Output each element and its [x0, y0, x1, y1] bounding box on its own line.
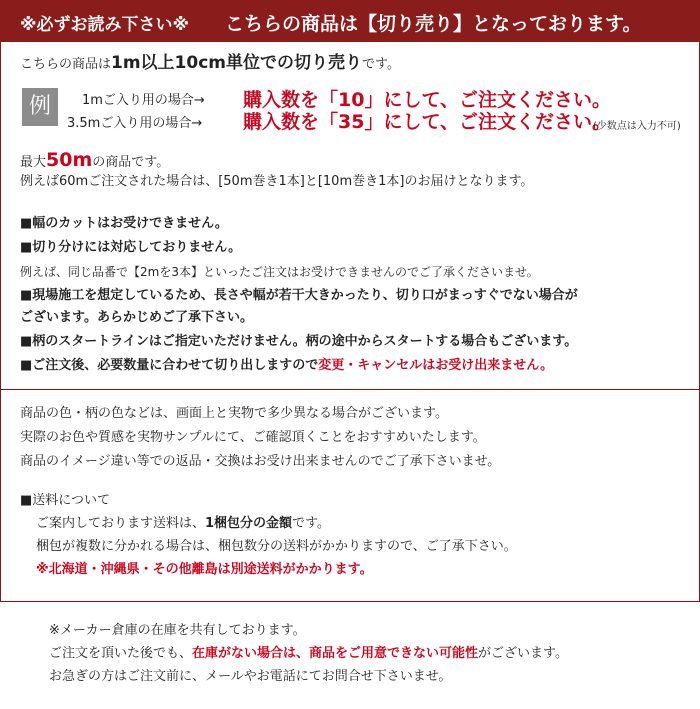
max-value: 50m	[46, 149, 93, 171]
intro-suffix: です。	[362, 57, 400, 72]
no-cancel-b: 変更・キャンセルはお受け出来ません。	[318, 358, 554, 373]
note-no-split: ■切り分けには対応しておりません。	[20, 240, 242, 255]
example-row-2-text: 購入数を「35」にして、ご注文ください。	[243, 111, 612, 133]
shipping-l1-b: 1梱包分の金額	[205, 516, 293, 531]
note-split-example	[20, 263, 539, 281]
note-onsite-2: ございます。あらかじめご了承下さい。	[20, 310, 253, 325]
stock-line-3: お急ぎの方はご注文前に、メールやお電話にてお問合せ下さいませ。	[49, 669, 452, 684]
cut-sale-title: こちらの商品は【切り売り】となっております。	[225, 13, 642, 35]
note-no-cancel	[20, 357, 553, 375]
shipping-l1-c: です。	[292, 516, 331, 531]
max-prefix: 最大	[20, 155, 47, 170]
max-length-line	[20, 149, 169, 174]
note-onsite-1: ■現場施工を想定しているため、長さや幅が若干大きかったり、切り口がまっすぐでない場合が	[20, 288, 578, 303]
split-example-c: といったご注文はお受けできませんのでご了承くださいませ。	[202, 265, 539, 279]
example-row-1	[82, 92, 205, 110]
notice-header	[0, 0, 700, 42]
split-example-a: 例えば、同じ品番で	[20, 265, 129, 279]
stock-line-1: ※メーカー倉庫の在庫を共有しております。	[49, 623, 306, 638]
intro-prefix: こちらの商品は	[20, 57, 112, 72]
must-read-label: ※必ずお読み下さい※	[20, 15, 190, 35]
max-suffix: の商品です。	[92, 155, 170, 170]
no-cancel-a: ■ご注文後、必要数量に合わせて切り出しますので	[20, 358, 319, 373]
example-badge: 例	[22, 88, 58, 126]
example-row-2	[67, 115, 202, 133]
intro-emph: 1m以上10cm単位での切り売り	[111, 53, 363, 73]
shipping-line-1	[36, 515, 330, 533]
stock-l2-b: 在庫がない場合は、商品をご用意できない可能性	[192, 646, 479, 661]
decimal-note: (少数点は入力不可)	[593, 121, 681, 132]
max-example-line: 例えば60mご注文された場合は、[50m巻き1本]と[10m巻き1本]のお届けとなります。	[20, 174, 534, 189]
color-note-3: 商品のイメージ違い等での返品・交換はお受け出来ませんのでご了承下さいませ。	[20, 454, 501, 469]
section-divider	[1, 389, 699, 390]
shipping-title: ■送料について	[20, 493, 111, 508]
example-row-2-label: 3.5mご入り用の場合→	[67, 116, 203, 131]
example-row-1-label: 1mご入り用の場合→	[82, 93, 205, 108]
stock-line-2	[49, 645, 568, 663]
color-note-2: 実際のお色や質感を実物サンプルにて、ご確認頂くことをおすすめいたします。	[20, 430, 486, 445]
shipping-line-3: ※北海道・沖縄県・その他離島は別途送料がかかります。	[36, 562, 373, 577]
example-row-1-text: 購入数を「10」にして、ご注文ください。	[243, 89, 612, 111]
stock-l2-a: ご注文を頂いた後でも、	[49, 646, 193, 661]
intro-line	[20, 54, 400, 74]
color-note-1: 商品の色・柄の色などは、画面上と実物で多少異なる場合がございます。	[20, 406, 448, 421]
shipping-l1-a: ご案内しております送料は、	[36, 516, 206, 531]
note-pattern-start: ■柄のスタートラインはご指定いただけません。柄の途中からスタートする場合もございます。	[20, 334, 578, 349]
split-example-b: 【2mを3本】	[128, 265, 203, 279]
note-width-cut: ■幅のカットはお受けできません。	[20, 216, 228, 231]
shipping-line-2: 梱包が複数に分かれる場合は、梱包数分の送料がかかりますので、ご了承下さい。	[36, 539, 517, 554]
stock-l2-c: がございます。	[478, 646, 568, 661]
